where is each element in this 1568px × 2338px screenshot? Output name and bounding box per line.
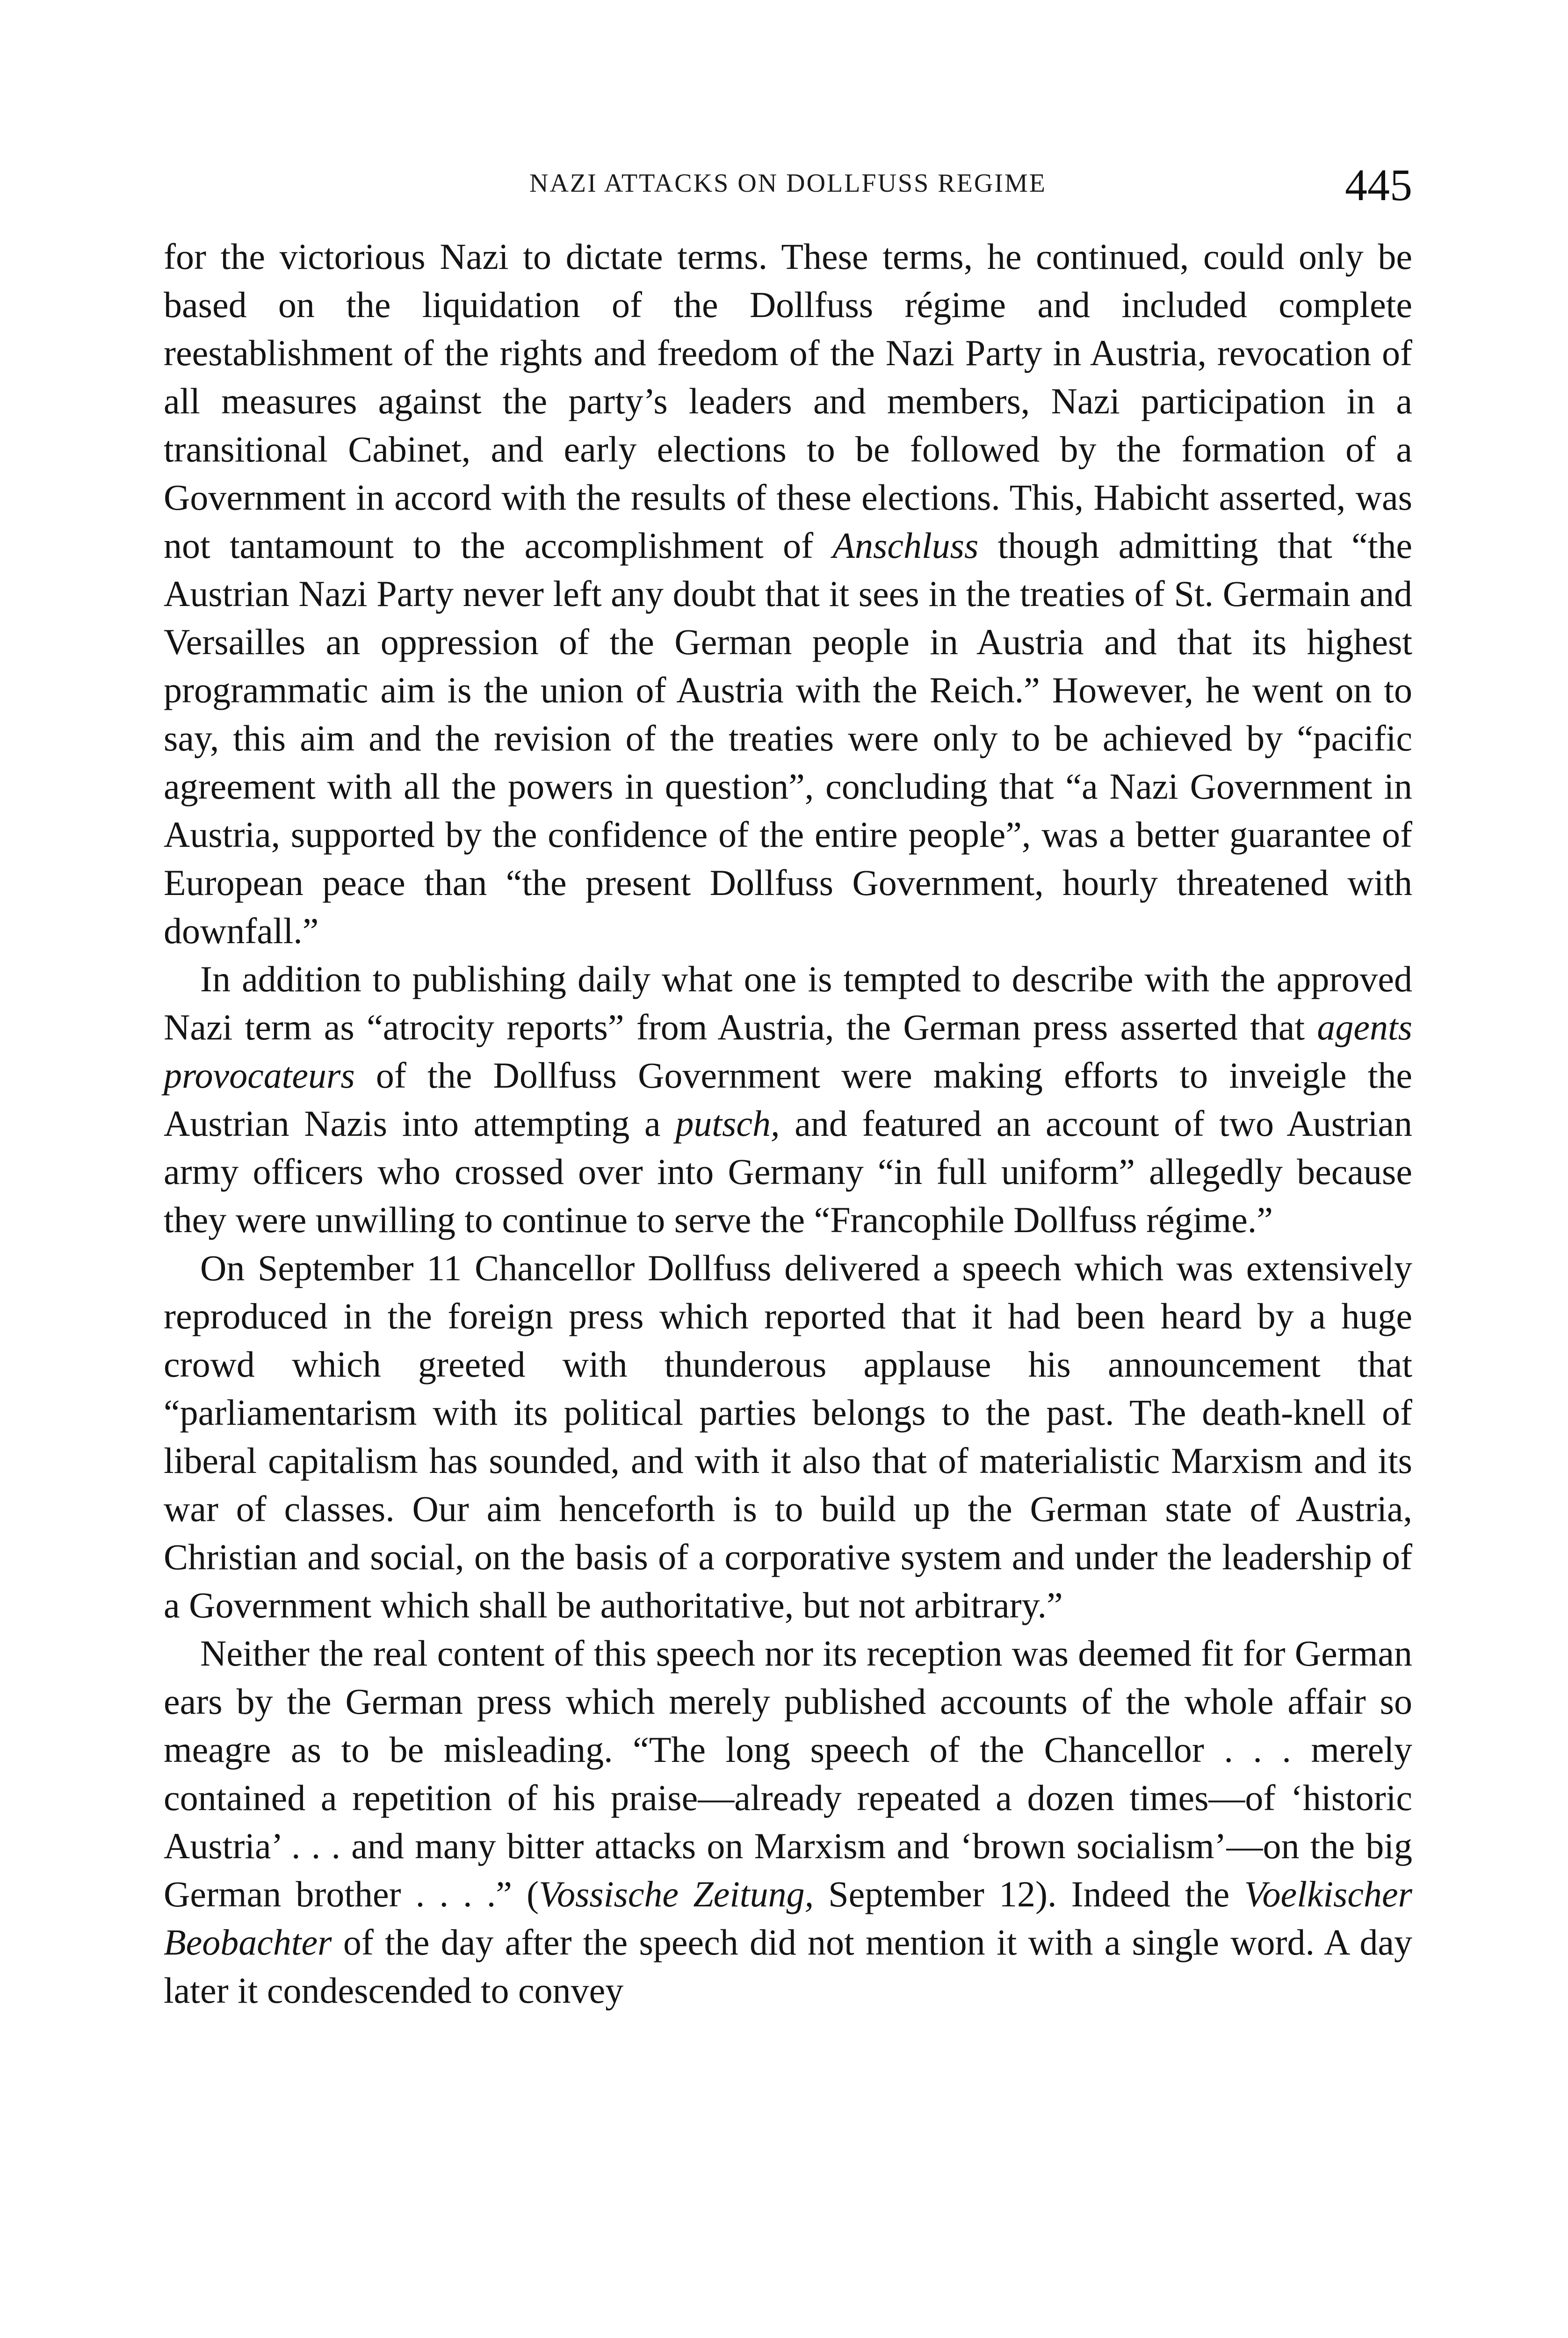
paragraph-dollfuss-speech: [164, 1244, 1412, 1629]
text-run: In addition to publishing daily what one is tempted to describe with the approved Nazi term as “atrocity reports” from Austria, the German press asserted that: [164, 959, 1412, 1047]
italic-term: Anschluss: [832, 525, 979, 566]
paragraph-press-claims: [164, 955, 1412, 1244]
text-run: Neither the real content of this speech nor its reception was deemed fit for German ears by the German press which merely published accounts of the whole affair so meagre as to be misleading. “The long speech of the Chancellor . . . merely contained a repetition of his praise—already repeated a dozen times—of ‘historic Austria’ . . . and many bitter attacks on Marxism and ‘brown socialism’—on the big German brother . . . .” (: [164, 1633, 1412, 1914]
text-run: September 12). Indeed the: [814, 1874, 1244, 1914]
paragraph-continued: [164, 232, 1412, 955]
italic-term: putsch,: [675, 1103, 780, 1144]
text-run: though admitting that “the Austrian Nazi Party never left any doubt that it sees in the treaties of St. Germain and Versailles an oppression of the German people in Austria and that its highest programmatic aim is the union of Austria with the Reich.” However, he went on to say, this aim and the revision of the treaties were only to be achieved by “pacific agreement with all the powers in question”, concluding that “a Nazi Government in Austria, supported by the confidence of the entire people”, was a better guarantee of European peace than “the present Dollfuss Government, hourly threatened with downfall.”: [164, 525, 1412, 951]
text-run: for the victorious Nazi to dictate terms. These terms, he continued, could only be based on the liquidation of the Dollfuss régime and included complete reestablishment of the rights and freedom of the Nazi Party in Austria, revocation of all measures against the party’s leaders and members, Nazi participation in a transitional Cabinet, and early elections to be followed by the formation of a Government in accord with the results of these elections. This, Habicht asserted, was not tantamount to the accomplishment of: [164, 236, 1412, 566]
italic-title: Vossische Zeitung,: [539, 1874, 814, 1914]
text-run: of the Dollfuss Government were making efforts to inveigle the Austrian Nazis into attempting a: [164, 1055, 1412, 1144]
text-run: On September 11 Chancellor Dollfuss delivered a speech which was extensively reproduced in the foreign press which reported that it had been heard by a huge crowd which greeted with thunderous applause his announcement that “parliamentarism with its political parties belongs to the past. The death-knell of liberal capitalism has sounded, and with it also that of materialistic Marxism and its war of classes. Our aim henceforth is to build up the German state of Austria, Christian and social, on the basis of a corporative system and under the leadership of a Government which shall be authoritative, but not arbitrary.”: [164, 1248, 1412, 1625]
body-text: [164, 232, 1412, 2014]
text-run: of the day after the speech did not mention it with a single word. A day later it condescended to convey: [164, 1922, 1412, 2011]
text-run: and featured an account of two Austrian army officers who crossed over into Germany “in full uniform” allegedly because they were unwilling to continue to serve the “Francophile Dollfuss régime.”: [164, 1103, 1412, 1240]
page-number: 445: [1345, 160, 1412, 210]
running-title: NAZI ATTACKS ON DOLLFUSS REGIME: [529, 169, 1047, 198]
italic-title: Voelkischer Beobachter: [164, 1874, 1412, 1963]
paragraph-german-press: [164, 1629, 1412, 2014]
italic-term: agents provocateurs: [164, 1007, 1412, 1096]
running-head: [164, 159, 1412, 210]
